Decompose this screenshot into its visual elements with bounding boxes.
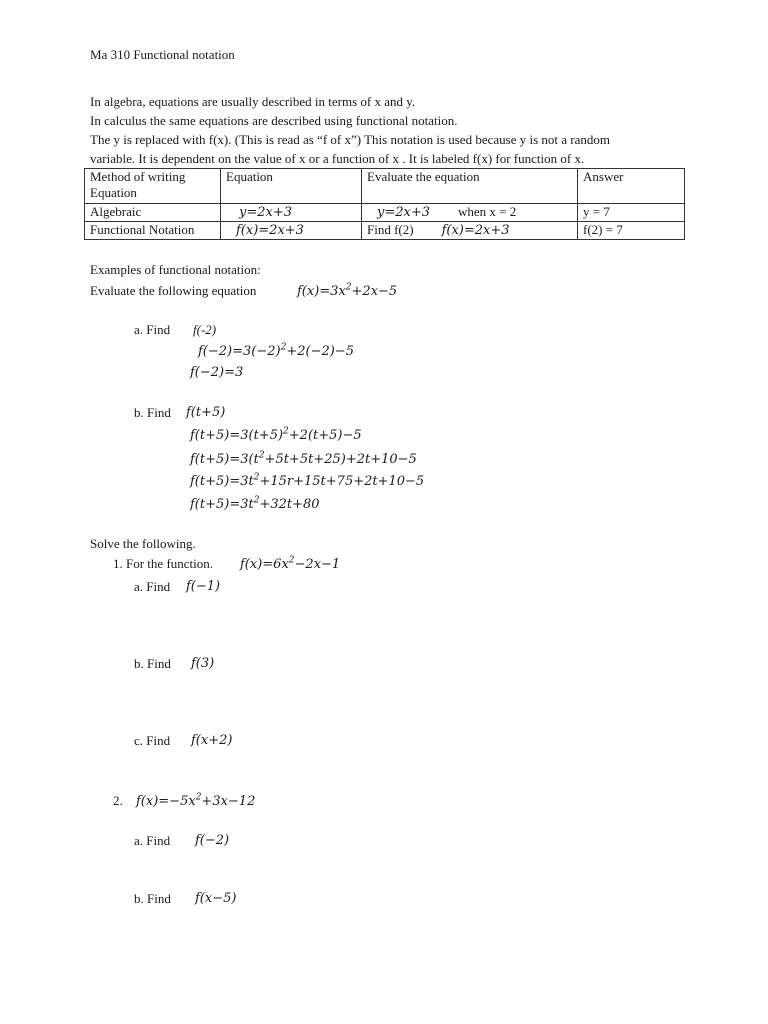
evaluate-math: y=2x+3 [377,205,431,220]
row-answer: y = 7 [578,204,685,222]
intro-line-3: The y is replaced with f(x). (This is read as “f of x”) This notation is used because y is not a random [90,132,610,147]
row-method: Algebraic [85,204,221,222]
problem-2-function: $f(x)=-5x^2+3x-12$ [136,792,256,809]
problem-1a-label: a. Find [134,579,171,594]
part-a-target: f(-2) [193,322,217,337]
part-a-step-2: f(−2)=3 [190,365,244,380]
problem-2a-label: a. Find [134,833,171,848]
problem-2-label: 2. [113,793,123,808]
evaluate-condition: when x = 2 [458,204,517,219]
intro-line-1: In algebra, equations are usually described in terms of x and y. [90,94,416,109]
part-b-target: f(t+5) [186,405,226,420]
part-a-label: a. Find [134,322,171,337]
problem-2a-target: f(−2) [195,833,230,848]
part-a-step-1: $f(-2)=3(-2)^2+2(-2)-5$ [198,342,354,359]
page-title: Ma 310 Functional notation [90,47,235,62]
row-answer: f(2) = 7 [578,222,685,240]
notation-table [84,168,685,240]
equation-math: y=2x+3 [239,205,293,220]
intro-line-2: In calculus the same equations are described using functional notation. [90,113,458,128]
header-evaluate: Evaluate the equation [362,169,578,204]
table-row [85,204,685,222]
row-evaluate [362,204,578,222]
part-b-step-2: $f(t+5)=3(t^2+5t+5t+25)+2t+10-5$ [190,450,417,467]
evaluate-math: f(x)=2x+3 [441,223,510,238]
problem-2b-label: b. Find [134,891,171,906]
part-b-step-3: $f(t+5)=3t^2+15r+15t+75+2t+10-5$ [190,472,425,489]
problem-1c-label: c. Find [134,733,171,748]
intro-line-4: variable. It is dependent on the value of x or a function of x . It is labeled f(x) for function of x. [90,151,585,166]
part-b-label: b. Find [134,405,171,420]
evaluate-prefix: Find f(2) [367,222,414,237]
problem-2b-target: f(x−5) [195,891,237,906]
example-function: $f(x)=3x^2+2x-5$ [297,282,398,299]
header-answer: Answer [578,169,685,204]
examples-heading: Examples of functional notation: [90,262,261,277]
row-method: Functional Notation [85,222,221,240]
row-equation [221,222,362,240]
problem-1-function: $f(x)=6x^2-2x-1$ [240,555,341,572]
header-method: Method of writing Equation [85,169,221,204]
problem-1a-target: f(−1) [186,579,221,594]
exercises-heading: Solve the following. [90,536,196,551]
problem-1b-target: f(3) [191,656,215,671]
table-header-row [85,169,685,204]
problem-1b-label: b. Find [134,656,171,671]
problem-1c-target: f(x+2) [191,733,233,748]
header-equation: Equation [221,169,362,204]
problem-1-label: 1. For the function. [113,556,214,571]
part-b-step-4: $f(t+5)=3t^2+32t+80$ [190,495,320,512]
row-evaluate [362,222,578,240]
row-equation [221,204,362,222]
table-row [85,222,685,240]
evaluate-label: Evaluate the following equation [90,283,257,298]
equation-math: f(x)=2x+3 [236,223,304,238]
part-b-step-1: $f(t+5)=3(t+5)^2+2(t+5)-5$ [190,426,362,443]
